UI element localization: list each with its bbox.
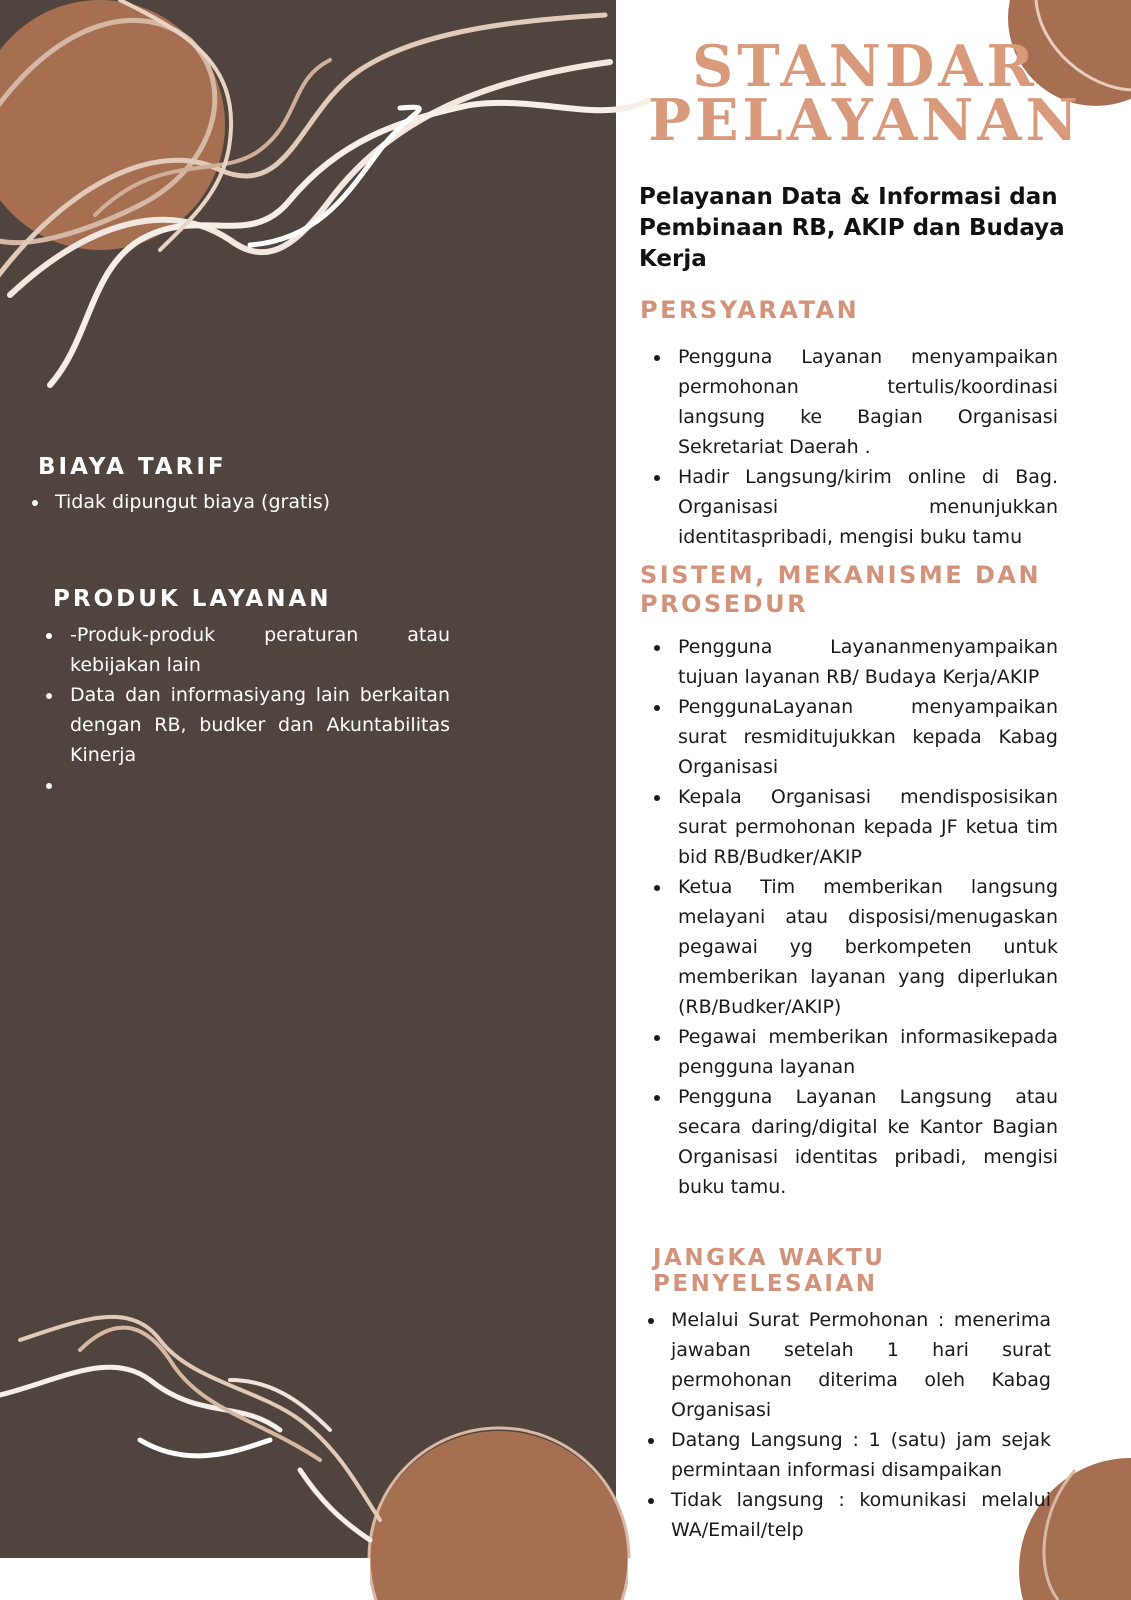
page-title-line-1: STANDAR — [692, 33, 1038, 100]
list-item: Pengguna Layanan Langsung atau secara daring/digital ke Kantor Bagian Organisasi identitas pribadi, mengisi buku tamu. — [640, 1082, 1058, 1202]
list-item: Tidak dipungut biaya (gratis) — [30, 487, 410, 517]
jangka-waktu-list — [640, 1305, 1051, 1545]
service-subtitle: Pelayanan Data & Informasi dan Pembinaan RB, AKIP dan Budaya Kerja — [639, 184, 1065, 272]
top-left-circle — [0, 0, 225, 250]
list-item: PenggunaLayanan menyampaikan surat resmiditujukkan kepada Kabag Organisasi — [640, 692, 1058, 782]
list-item: Datang Langsung : 1 (satu) jam sejak permintaan informasi disampaikan — [640, 1425, 1051, 1485]
persyaratan-heading: PERSYARATAN — [640, 296, 860, 324]
produk-layanan-list — [45, 620, 450, 800]
sistem-mekanisme-heading: SISTEM, MEKANISME DAN PROSEDUR — [640, 561, 1042, 618]
list-item: Tidak langsung : komunikasi melalui WA/Email/telp — [640, 1485, 1051, 1545]
list-item: Kepala Organisasi mendisposisikan surat permohonan kepada JF ketua tim bid RB/Budker/AKIP — [640, 782, 1058, 872]
biaya-tarif-list — [30, 487, 410, 517]
jangka-waktu-heading: JANGKA WAKTU PENYELESAIAN — [653, 1245, 886, 1297]
list-item-empty — [45, 770, 450, 800]
list-item: Ketua Tim memberikan langsung melayani atau disposisi/menugaskan pegawai yg berkompeten untuk memberikan layanan yang diperlukan (RB/Budker/AKIP) — [640, 872, 1058, 1022]
produk-layanan-heading: PRODUK LAYANAN — [53, 586, 332, 612]
page-title-line-2: PELAYANAN — [648, 87, 1082, 154]
page-title — [640, 33, 1090, 154]
list-item: Melalui Surat Permohonan : menerima jawaban setelah 1 hari surat permohonan diterima oleh Kabag Organisasi — [640, 1305, 1051, 1425]
list-item: Pengguna Layanan menyampaikan permohonan tertulis/koordinasi langsung ke Bagian Organisasi Sekretariat Daerah . — [640, 342, 1058, 462]
bottom-swirl-lines — [0, 1317, 380, 1540]
biaya-tarif-heading: BIAYA TARIF — [38, 454, 227, 480]
list-item: Pegawai memberikan informasikepada pengguna layanan — [640, 1022, 1058, 1082]
bottom-center-circle — [369, 1431, 629, 1600]
list-item: Hadir Langsung/kirim online di Bag. Organisasi menunjukkan identitaspribadi, mengisi buku tamu — [640, 462, 1058, 552]
sistem-mekanisme-list — [640, 632, 1058, 1202]
list-item: Data dan informasiyang lain berkaitan dengan RB, budker dan Akuntabilitas Kinerja — [45, 680, 450, 770]
list-item: -Produk-produk peraturan atau kebijakan lain — [45, 620, 450, 680]
persyaratan-list — [640, 342, 1058, 552]
list-item: Pengguna Layananmenyampaikan tujuan layanan RB/ Budaya Kerja/AKIP — [640, 632, 1058, 692]
